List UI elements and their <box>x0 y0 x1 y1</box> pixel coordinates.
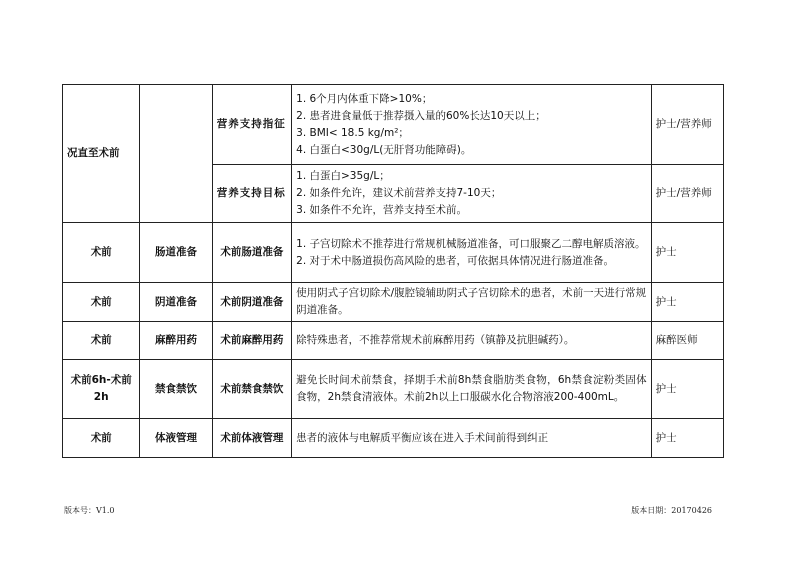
responsible-cell <box>651 85 723 165</box>
stage-text: 术前 <box>90 431 112 444</box>
list-item: 1. 白蛋白>35g/L； <box>296 170 390 182</box>
desc-cell <box>292 223 652 283</box>
list-item: 2. 患者进食量低于推荐摄入量的60%长达10天以上； <box>296 109 546 122</box>
item-cell <box>212 322 291 360</box>
item-cell <box>212 283 291 322</box>
desc-cell <box>292 165 652 223</box>
stage-text: 况直至术前 <box>67 147 120 159</box>
table-row <box>63 85 724 165</box>
table-row <box>63 283 724 322</box>
topic-text: 禁食禁饮 <box>155 382 198 395</box>
stage-cell <box>63 283 140 322</box>
topic-cell <box>140 419 212 458</box>
table-row <box>63 360 724 419</box>
topic-text: 肠道准备 <box>155 246 198 258</box>
stage-cell <box>63 223 140 283</box>
item-text: 营养支持指征 <box>216 118 286 130</box>
responsible-text: 护士 <box>655 382 677 395</box>
item-cell <box>212 223 291 283</box>
desc-cell <box>292 419 652 458</box>
item-cell <box>212 360 291 419</box>
desc-text: 使用阴式子宫切除术/腹腔镜辅助阴式子宫切除术的患者，术前一天进行常规阴道准备。 <box>296 287 647 316</box>
stage-cell <box>63 360 140 419</box>
item-text: 术前阴道准备 <box>220 295 284 308</box>
responsible-text: 护士 <box>655 246 677 258</box>
desc-cell <box>292 360 652 419</box>
topic-cell <box>140 283 212 322</box>
responsible-cell <box>651 223 723 283</box>
list-item: 4. 白蛋白<30g/L(无肝肾功能障碍)。 <box>296 143 472 156</box>
table-row <box>63 322 724 360</box>
responsible-text: 护士/营养师 <box>655 187 712 199</box>
desc-text: 避免长时间术前禁食，择期手术前8h禁食脂肪类食物，6h禁食淀粉类固体食物，2h禁食清液体。术前2h以上口服碳水化合物溶液200-400mL。 <box>296 374 647 403</box>
responsible-text: 护士 <box>655 295 677 308</box>
list-item: 1. 6个月内体重下降>10%； <box>296 92 433 105</box>
item-text: 术前禁食禁饮 <box>220 382 284 395</box>
responsible-cell <box>651 322 723 360</box>
protocol-table <box>62 84 724 458</box>
footer-version: 版本号：V1.0 <box>64 506 115 515</box>
responsible-cell <box>651 419 723 458</box>
topic-cell <box>140 85 212 223</box>
stage-cell <box>63 419 140 458</box>
stage-text: 术前 <box>90 295 112 308</box>
item-text: 营养支持目标 <box>216 187 286 199</box>
stage-cell <box>63 322 140 360</box>
list-item: 2. 如条件允许，建议术前营养支持7-10天； <box>296 187 502 199</box>
list-item: 3. 如条件不允许，营养支持至术前。 <box>296 204 467 216</box>
desc-text: 患者的液体与电解质平衡应该在进入手术间前得到纠正 <box>296 431 549 444</box>
responsible-cell <box>651 283 723 322</box>
stage-text: 术前 <box>90 334 112 346</box>
list-item: 1. 子宫切除术不推荐进行常规机械肠道准备，可口服聚乙二醇电解质溶液。 <box>296 237 646 250</box>
desc-text: 除特殊患者，不推荐常规术前麻醉用药（镇静及抗胆碱药）。 <box>296 334 575 346</box>
topic-cell <box>140 360 212 419</box>
item-cell <box>212 419 291 458</box>
item-text: 术前体液管理 <box>220 431 284 444</box>
desc-cell <box>292 283 652 322</box>
stage-text: 术前6h-术前2h <box>70 374 132 403</box>
stage-cell <box>63 85 140 223</box>
responsible-text: 护士/营养师 <box>655 118 712 130</box>
topic-cell <box>140 322 212 360</box>
item-text: 术前肠道准备 <box>220 246 284 258</box>
responsible-cell <box>651 165 723 223</box>
topic-text: 体液管理 <box>155 431 198 444</box>
footer-date: 版本日期：20170426 <box>631 506 712 515</box>
list-item: 3. BMI< 18.5 kg/m²； <box>296 126 409 139</box>
responsible-text: 护士 <box>655 431 677 444</box>
responsible-text: 麻醉医师 <box>655 334 698 346</box>
desc-cell <box>292 85 652 165</box>
item-cell <box>212 85 291 165</box>
item-cell <box>212 165 291 223</box>
topic-cell <box>140 223 212 283</box>
table-row <box>63 223 724 283</box>
desc-cell <box>292 322 652 360</box>
item-text: 术前麻醉用药 <box>220 334 284 346</box>
topic-text: 阴道准备 <box>155 295 198 308</box>
list-item: 2. 对于术中肠道损伤高风险的患者，可依据具体情况进行肠道准备。 <box>296 254 614 267</box>
responsible-cell <box>651 360 723 419</box>
topic-text: 麻醉用药 <box>155 334 198 346</box>
stage-text: 术前 <box>90 246 112 258</box>
table-row <box>63 419 724 458</box>
